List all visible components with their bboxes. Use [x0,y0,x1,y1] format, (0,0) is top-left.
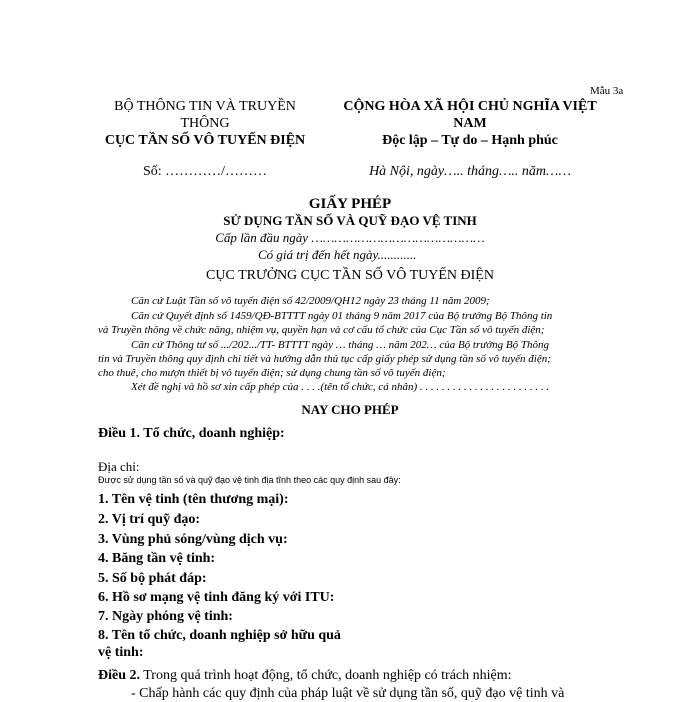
article-1-heading: Điều 1. Tổ chức, doanh nghiệp: [98,426,285,441]
country-name-line2: NAM [453,116,487,131]
place-and-date: Hà Nội, ngày….. tháng….. năm…… [369,164,571,179]
country-name-line1: CỘNG HÒA XÃ HỘI CHỦ NGHĨA VIỆT [343,99,597,114]
issuing-authority: CỤC TRƯỞNG CỤC TẦN SỐ VÔ TUYẾN ĐIỆN [206,268,494,283]
valid-until-date: Có giá trị đến hết ngày............ [258,247,417,262]
department-name: CỤC TẦN SỐ VÔ TUYẾN ĐIỆN [104,133,306,148]
article-1-note: Được sử dụng tần số và quỹ đạo vệ tinh địa tĩnh theo các quy định sau đây: [98,475,401,485]
legal-basis-line: tin và Truyền thông quy định chi tiết và hướng dẫn thủ tục cấp giấy phép sử dụng tần số vô tuyến điện; [98,353,551,365]
orbital-position-field: 2. Vị trí quỹ đạo: [98,512,201,527]
legal-basis-line: Căn cứ Thông tư số .../202.../TT- BTTTT ngày … tháng … năm 202… của Bộ trưởng Bộ Thông [131,339,549,351]
legal-basis-line: và Truyền thông về chức năng, nhiệm vụ, quyền hạn và cơ cấu tổ chức của Cục Tần số vô tuyến điện; [98,324,545,336]
transponder-count-field: 5. Số bộ phát đáp: [98,571,207,586]
document-title: GIẤY PHÉP [308,196,392,212]
coverage-area-field: 3. Vùng phủ sóng/vùng dịch vụ: [98,532,288,547]
ministry-name-line1: BỘ THÔNG TIN VÀ TRUYỀN [114,99,296,114]
article-2-paragraph [98,668,512,684]
legal-basis-line: Căn cứ Luật Tần số vô tuyến điện số 42/2009/QH12 ngày 23 tháng 11 năm 2009; [131,295,490,307]
national-motto: Độc lập – Tự do – Hạnh phúc [382,133,558,148]
article-2-text: Trong quá trình hoạt động, tổ chức, doanh nghiệp có trách nhiệm: [140,668,512,683]
document-subtitle: SỬ DỤNG TẦN SỐ VÀ QUỸ ĐẠO VỆ TINH [223,213,477,228]
article-2-bullet: - Chấp hành các quy định của pháp luật về sử dụng tần số, quỹ đạo vệ tinh và [131,686,565,701]
launch-date-field: 7. Ngày phóng vệ tinh: [98,609,233,624]
legal-basis-line: Căn cứ Quyết định số 1459/QĐ-BTTTT ngày 01 tháng 9 năm 2017 của Bộ trưởng Bộ Thông tin [131,310,553,322]
itu-filing-field: 6. Hồ sơ mạng vệ tinh đăng ký với ITU: [98,590,335,605]
satellite-name-field: 1. Tên vệ tinh (tên thương mại): [98,492,289,507]
permission-heading: NAY CHO PHÉP [301,402,399,417]
owner-field-line1: 8. Tên tổ chức, doanh nghiệp sở hữu quả [98,628,341,643]
legal-basis-line: cho thuê, cho mượn thiết bị vô tuyến điện; sử dụng chung tần số vô tuyến điện; [98,367,446,379]
address-label: Địa chỉ: [98,459,140,474]
legal-basis-line: Xét đề nghị và hồ sơ xin cấp phép của . . . .(tên tổ chức, cá nhân) . . . . . . . . . . . . . . . . . . . . . . . . [131,381,550,393]
document-number: Số: …………/……… [142,164,268,179]
owner-field-line2: vệ tinh: [98,645,144,660]
frequency-band-field: 4. Băng tần vệ tinh: [98,551,216,566]
article-2-heading: Điều 2. [98,668,140,683]
ministry-name-line2: THÔNG [180,116,230,131]
issued-first-date: Cấp lần đầu ngày ……………………………………… [215,230,485,245]
form-number: Mẫu 3a [590,85,624,97]
